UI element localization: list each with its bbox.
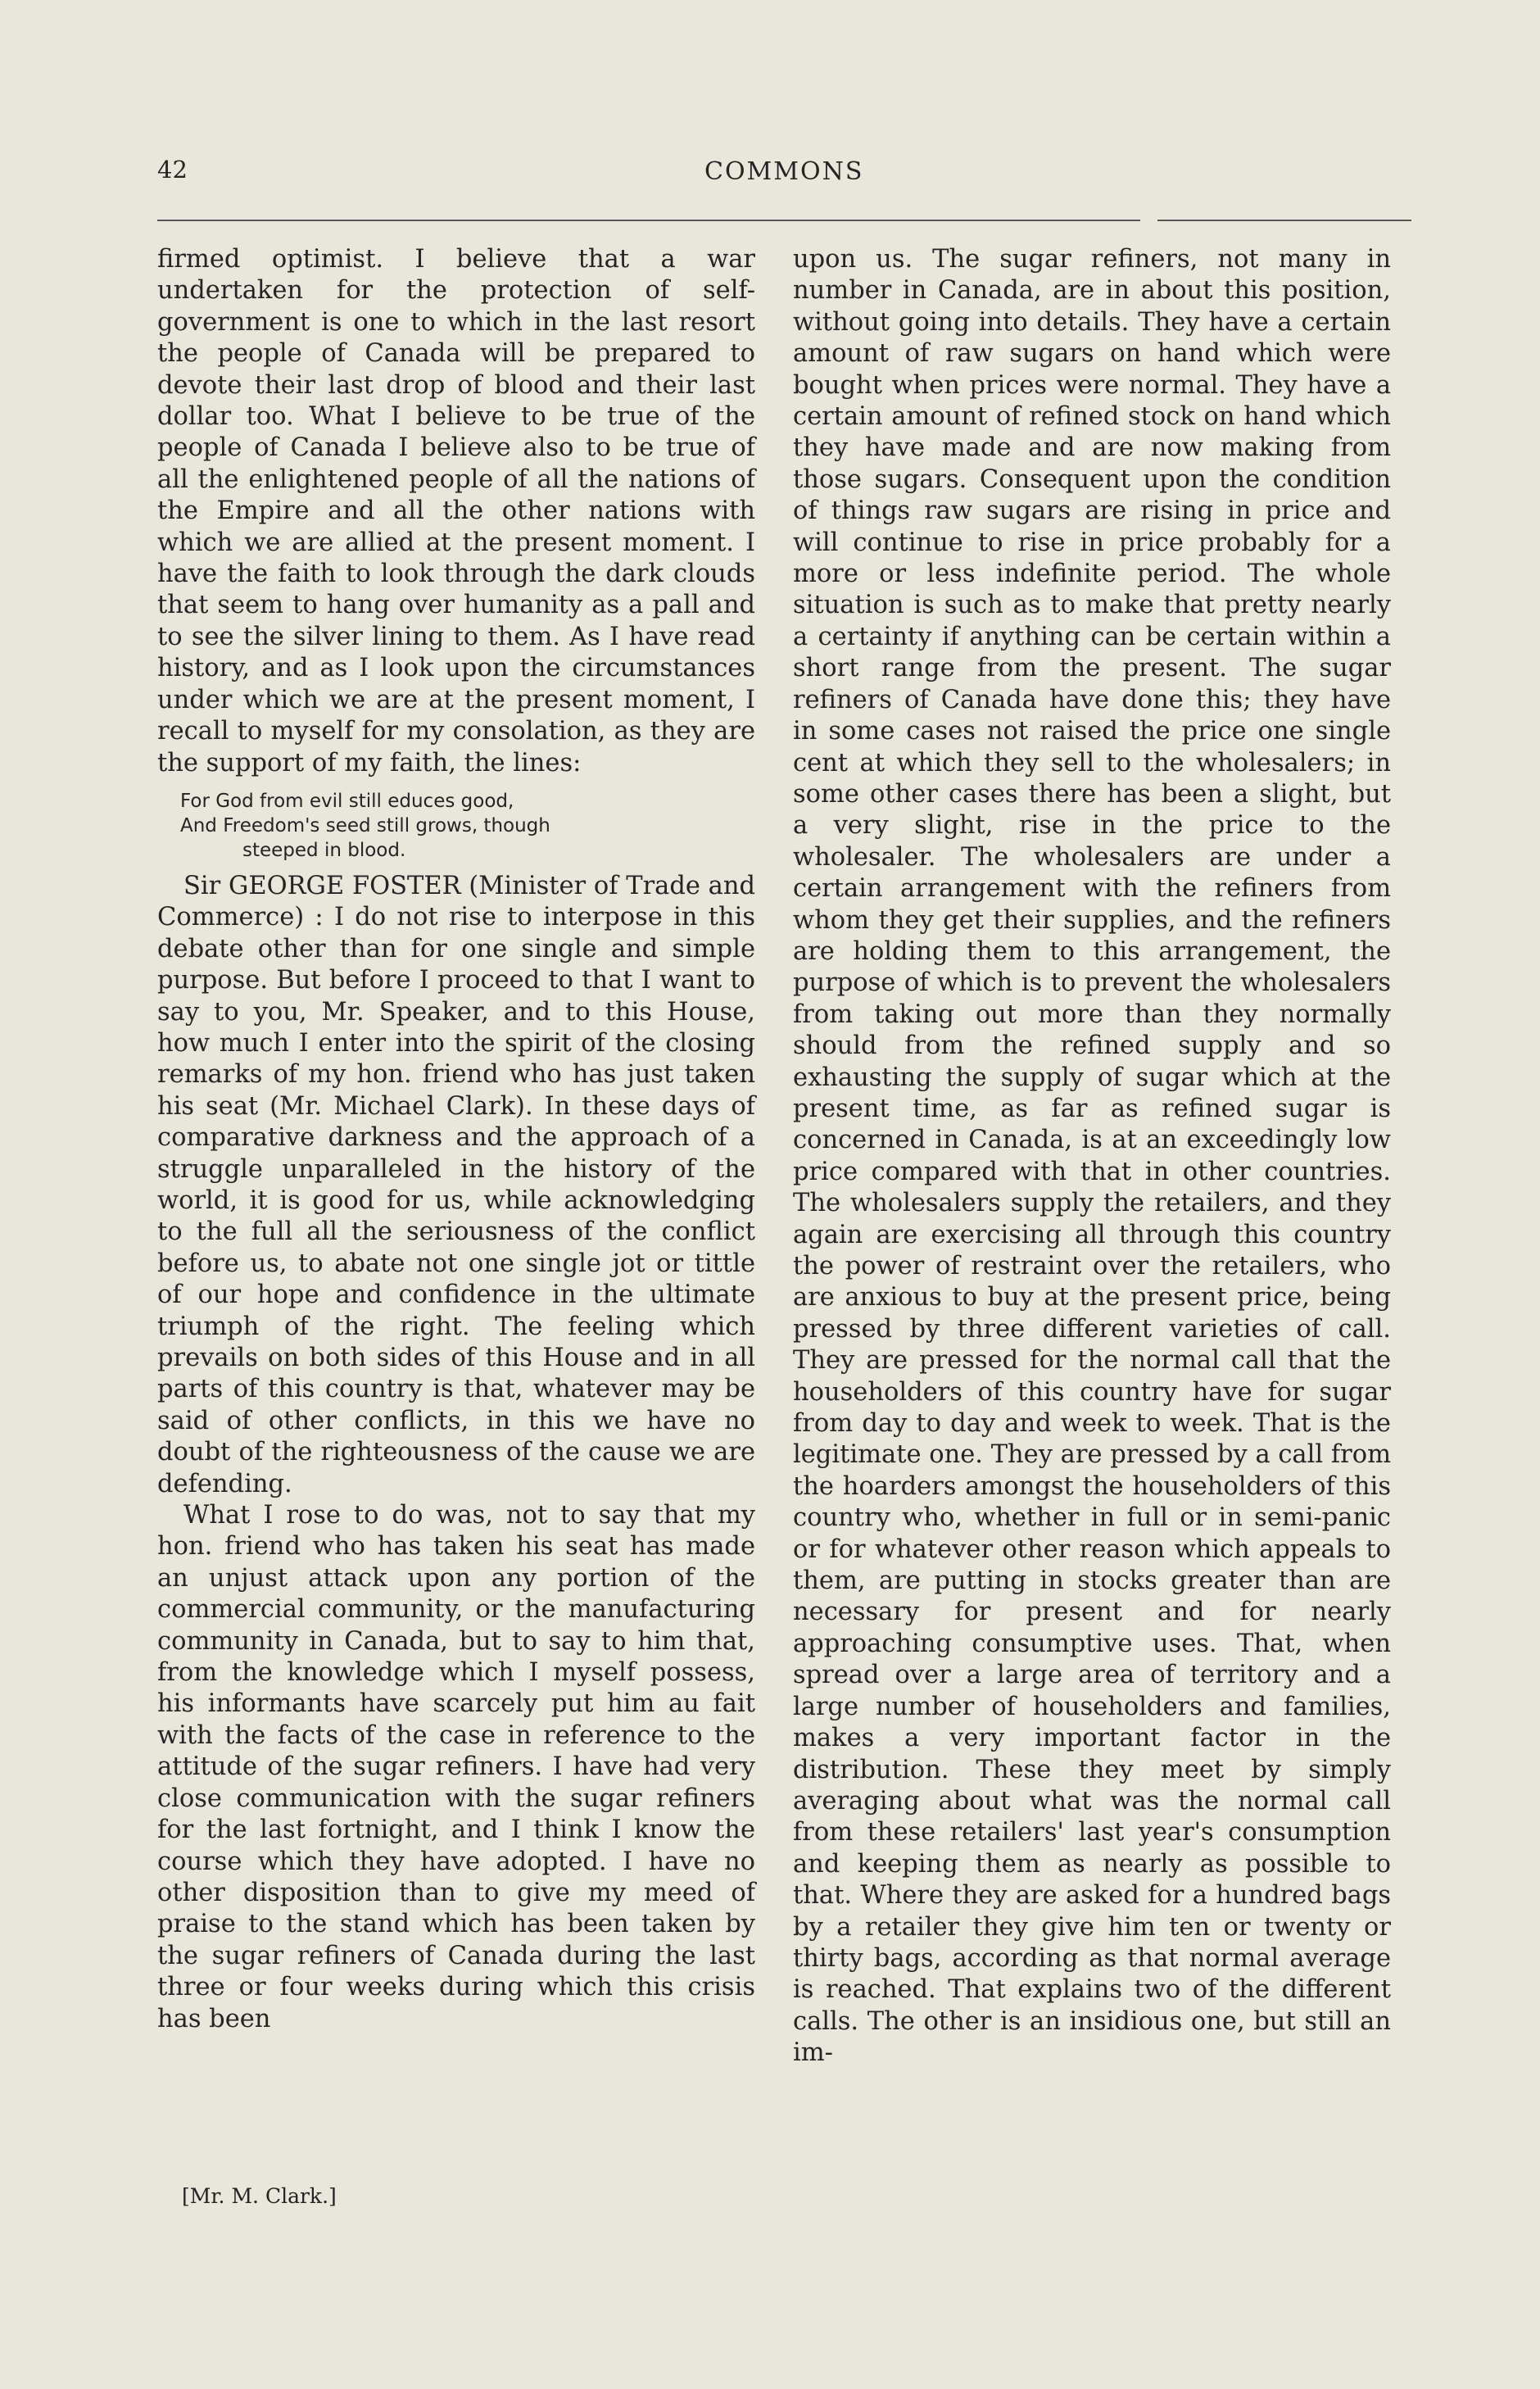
poem-quote [180, 789, 755, 863]
poem-line: For God from evil still educes good, [180, 790, 514, 812]
paragraph: upon us. The sugar refiners, not many in number in Canada, are in about this position, without going into details. They have a certain amount of raw sugars on hand which were bought when prices were normal. They have a certain amount of refined stock on hand which they have made and are now making from those sugars. Consequent upon the condition of things raw sugars are rising in price and will continue to rise in price probably for a more or less indefinite period. The whole situation is such as to make that pretty nearly a certainty if anything can be certain within a short range from the present. The sugar refiners of Canada have done this; they have in some cases not raised the price one single cent at which they sell to the wholesalers; in some other cases there has been a slight, but a very slight, rise in the price to the wholesaler. The wholesalers are under a certain arrangement with the refiners from whom they get their supplies, and the refiners are holding them to this arrangement, the purpose of which is to prevent the wholesalers from taking out more than they normally should from the refined supply and so exhausting the supply of sugar which at the present time, as far as refined sugar is concerned in Canada, is at an exceedingly low price compared with that in other countries. The wholesalers supply the retailers, and they again are exercising all through this country the power of restraint over the retailers, who are anxious to buy at the present price, being pressed by three different varieties of call. They are pressed for the normal call that the householders of this country have for sugar from day to day and week to week. That is the legitimate one. They are pressed by a call from the hoarders amongst the householders of this country who, whether in full or in semi-panic or for whatever other reason which appeals to them, are putting in stocks greater than are necessary for present and for nearly approaching consumptive uses. That, when spread over a large area of territory and a large number of householders and families, makes a very important factor in the distribution. These they meet by simply averaging about what was the normal call from these retailers' last year's consumption and keeping them as nearly as possible to that. Where they are asked for a hundred bags by a retailer they give him ten or twenty or thirty bags, according as that normal average is reached. That explains two of the different calls. The other is an insidious one, but still an im- [793, 245, 1391, 2068]
poem-line: And Freedom's seed still grows, though [180, 814, 550, 836]
paragraph: Sir GEORGE FOSTER (Minister of Trade and Commerce) : I do not rise to interpose in this debate other than for one single and simple purpose. But before I proceed to that I want to say to you, Mr. Speaker, and to this House, how much I enter into the spirit of the closing remarks of my hon. friend who has just taken his seat (Mr. Michael Clark). In these days of comparative darkness and the approach of a struggle unparalleled in the history of the world, it is good for us, while acknowledging to the full all the seriousness of the conflict before us, to abate not one single jot or tittle of our hope and confidence in the ultimate triumph of the right. The feeling which prevails on both sides of this House and in all parts of this country is that, whatever may be said of other conflicts, in this we have no doubt of the righteousness of the cause we are defending. [157, 871, 755, 1498]
right-column [793, 244, 1391, 2069]
paragraph: firmed optimist. I believe that a war undertaken for the protection of self-government is one to which in the last resort the people of Canada will be prepared to devote their last drop of blood and their last dollar too. What I believe to be true of the people of Canada I believe also to be true of all the enlightened people of all the nations of the Empire and all the other nations with which we are allied at the present moment. I have the faith to look through the dark clouds that seem to hang over humanity as a pall and to see the silver lining to them. As I have read history, and as I look upon the circumstances under which we are at the present moment, I recall to myself for my consolation, as they are the support of my faith, the lines: [157, 245, 755, 777]
speaker-reference: [Mr. M. Clark.] [182, 2184, 337, 2208]
poem-line: steeped in blood. [242, 839, 406, 861]
header-rule-right [1157, 220, 1411, 221]
left-column [157, 244, 755, 2035]
page-number: 42 [157, 156, 188, 184]
running-head: COMMONS [704, 157, 864, 186]
paragraph: What I rose to do was, not to say that my hon. friend who has taken his seat has made an unjust attack upon any portion of the commercial community, or the manufacturing community in Canada, but to say to him that, from the knowledge which I myself possess, his informants have scarcely put him au fait with the facts of the case in reference to the attitude of the sugar refiners. I have had very close communication with the sugar refiners for the last fortnight, and I think I know the course which they have adopted. I have no other disposition than to give my meed of praise to the stand which has been taken by the sugar refiners of Canada during the last three or four weeks during which this crisis has been [157, 1501, 755, 2033]
header-rule-left [157, 220, 1140, 221]
page-header [0, 156, 1540, 205]
